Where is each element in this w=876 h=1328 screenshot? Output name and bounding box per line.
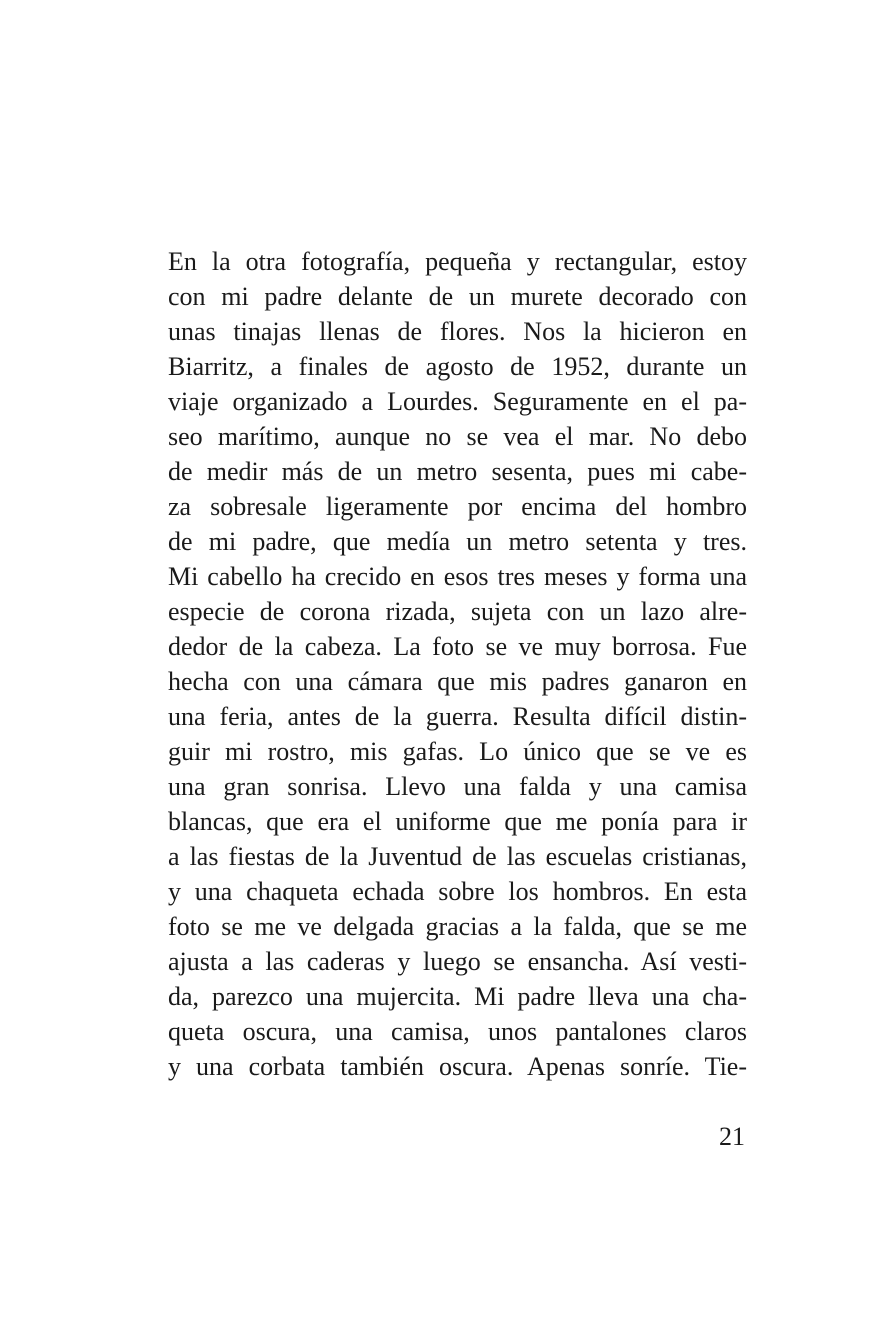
text-line: hecha con una cámara que mis padres ganaron en xyxy=(168,667,747,696)
text-line: una feria, antes de la guerra. Resulta difícil distin- xyxy=(168,702,747,731)
text-line: dedor de la cabeza. La foto se ve muy borrosa. Fue xyxy=(168,632,747,661)
text-line: foto se me ve delgada gracias a la falda, que se me xyxy=(168,912,747,941)
text-line: una gran sonrisa. Llevo una falda y una camisa xyxy=(168,772,747,801)
text-line: a las fiestas de la Juventud de las escuelas cristianas, xyxy=(168,842,747,871)
body-text xyxy=(168,244,747,1084)
text-line: de medir más de un metro sesenta, pues mi cabe- xyxy=(168,457,747,486)
page-number: 21 xyxy=(719,1122,745,1151)
text-line: Mi cabello ha crecido en esos tres meses y forma una xyxy=(168,562,747,591)
text-line: unas tinajas llenas de flores. Nos la hicieron en xyxy=(168,317,747,346)
text-line: y una chaqueta echada sobre los hombros. En esta xyxy=(168,877,747,906)
text-line: ajusta a las caderas y luego se ensancha. Así vesti- xyxy=(168,947,747,976)
text-line: de mi padre, que medía un metro setenta y tres. xyxy=(168,527,747,556)
text-line: En la otra fotografía, pequeña y rectangular, estoy xyxy=(168,247,747,276)
text-line: guir mi rostro, mis gafas. Lo único que se ve es xyxy=(168,737,747,766)
text-line: za sobresale ligeramente por encima del hombro xyxy=(168,492,747,521)
text-line: especie de corona rizada, sujeta con un lazo alre- xyxy=(168,597,747,626)
text-line: seo marítimo, aunque no se vea el mar. No debo xyxy=(168,422,747,451)
text-line: con mi padre delante de un murete decorado con xyxy=(168,282,747,311)
text-line: queta oscura, una camisa, unos pantalones claros xyxy=(168,1017,747,1046)
text-line: Biarritz, a finales de agosto de 1952, durante un xyxy=(168,352,747,381)
text-line: viaje organizado a Lourdes. Seguramente en el pa- xyxy=(168,387,747,416)
text-line: blancas, que era el uniforme que me ponía para ir xyxy=(168,807,747,836)
text-line: da, parezco una mujercita. Mi padre lleva una cha- xyxy=(168,982,747,1011)
text-line: y una corbata también oscura. Apenas sonríe. Tie- xyxy=(168,1052,747,1081)
